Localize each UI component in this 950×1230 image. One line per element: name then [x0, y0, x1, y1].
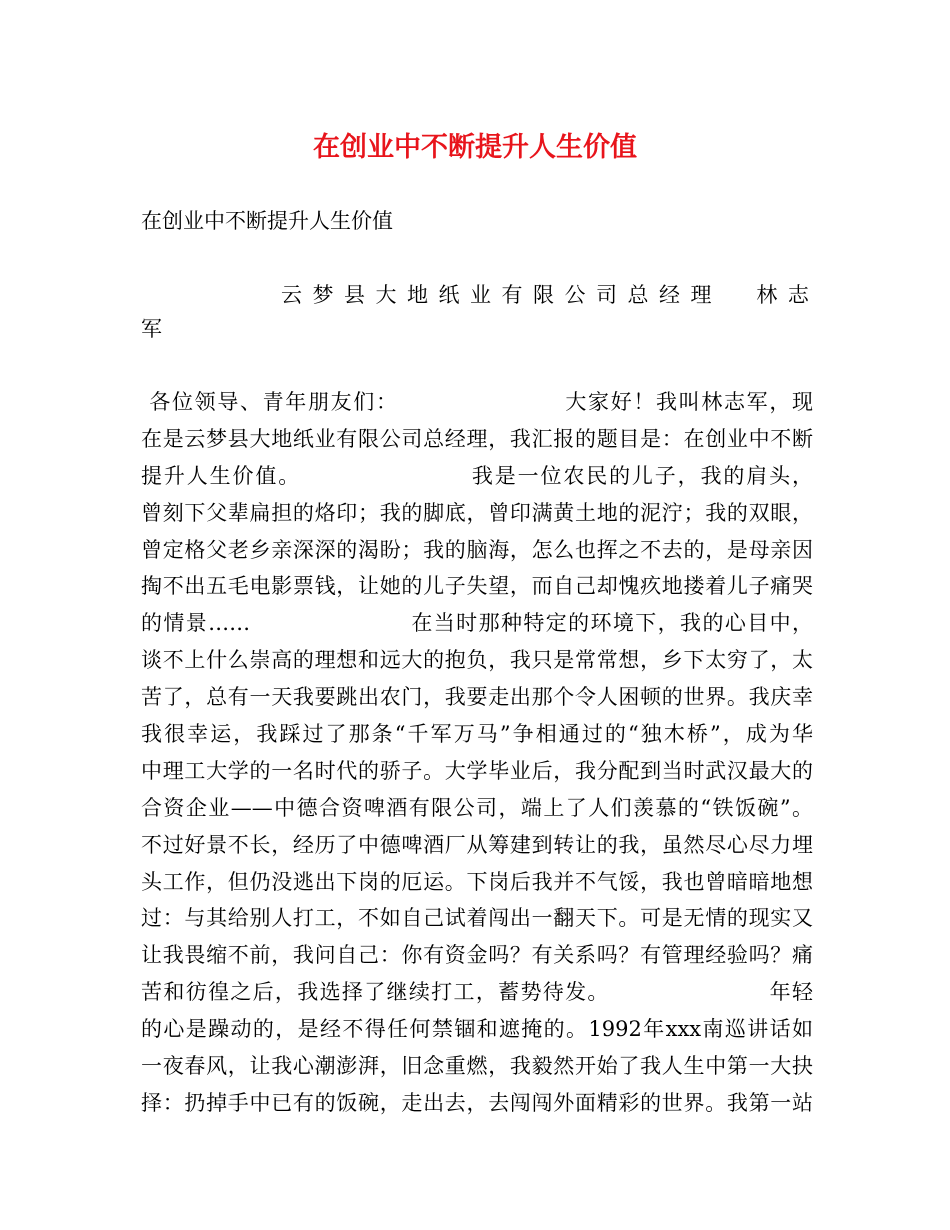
body-line: 合资企业——中德合资啤酒有限公司，端上了人们羡慕的“铁饭碗”。 — [141, 795, 813, 820]
body-line: 苦了，总有一天我要跳出农门，我要走出那个令人困顿的世界。我庆幸 — [141, 685, 813, 710]
body-line: 曾定格父老乡亲深深的渴盼；我的脑海，怎么也挥之不去的，是母亲因 — [141, 537, 813, 562]
author-line — [141, 278, 820, 346]
body-line: 让我畏缩不前，我问自己：你有资金吗？有关系吗？有管理经验吗？痛 — [141, 943, 813, 968]
author-line-first: 云梦县大地纸业有限公司总经理 林志 — [281, 283, 820, 307]
body-line: 掏不出五毛电影票钱，让她的儿子失望，而自己却愧疚地搂着儿子痛哭 — [141, 574, 813, 599]
body-line: 曾刻下父辈扁担的烙印；我的脚底，曾印满黄土地的泥泞；我的双眼， — [141, 500, 813, 525]
body-line: 择：扔掉手中已有的饭碗，走出去，去闯闯外面精彩的世界。我第一站 — [141, 1090, 813, 1115]
author-line-second: 军 — [141, 317, 162, 341]
body-line: 苦和彷徨之后，我选择了继续打工，蓄势待发。 年轻 — [141, 980, 813, 1005]
body-line: 中理工大学的一名时代的骄子。大学毕业后，我分配到当时武汉最大的 — [141, 758, 813, 783]
body-line: 谈不上什么崇高的理想和远大的抱负，我只是常常想，乡下太穷了，太 — [141, 648, 813, 673]
body-line: 我很幸运，我踩过了那条“千军万马”争相通过的“独木桥”，成为华 — [141, 722, 813, 747]
document-title: 在创业中不断提升人生价值 — [313, 132, 637, 163]
body-line: 的心是躁动的，是经不得任何禁锢和遮掩的。1992年xxx南巡讲话如 — [141, 1017, 813, 1042]
body-line: 各位领导、青年朋友们： 大家好！我叫林志军，现 — [141, 390, 813, 414]
body-line: 的情景…… 在当时那种特定的环境下，我的心目中， — [141, 611, 813, 636]
body-line: 过：与其给别人打工，不如自己试着闯出一翻天下。可是无情的现实又 — [141, 906, 813, 931]
body-line: 不过好景不长，经历了中德啤酒厂从筹建到转让的我，虽然尽心尽力埋 — [141, 832, 813, 857]
body-line: 头工作，但仍没逃出下岗的厄运。下岗后我并不气馁，我也曾暗暗地想 — [141, 869, 813, 894]
body-paragraph — [141, 384, 813, 1122]
body-line: 提升人生价值。 我是一位农民的儿子，我的肩头， — [141, 463, 813, 488]
document-subtitle: 在创业中不断提升人生价值 — [141, 209, 393, 233]
body-line: 在是云梦县大地纸业有限公司总经理，我汇报的题目是：在创业中不断 — [141, 426, 813, 451]
body-line: 一夜春风，让我心潮澎湃，旧念重燃，我毅然开始了我人生中第一大抉 — [141, 1054, 813, 1079]
